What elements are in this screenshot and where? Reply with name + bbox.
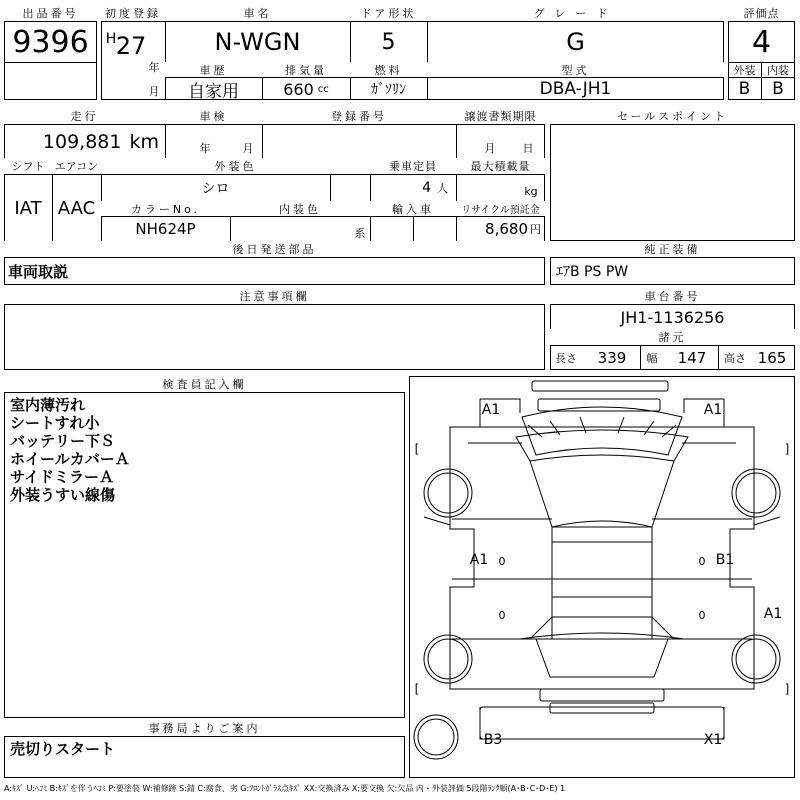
height-value: 165	[757, 349, 787, 367]
score-header: 評価点	[728, 4, 795, 21]
history-value: 自家用	[188, 81, 239, 100]
bracket-mark: [	[414, 442, 420, 456]
office-header: 事務局よりご案内	[4, 720, 405, 736]
inspection-month-unit: 月	[242, 142, 254, 155]
model-code-value: DBA-JH1	[539, 79, 612, 99]
damage-mark: A1	[703, 402, 723, 418]
chassis-header: 車台番号	[550, 288, 795, 304]
exterior-color-header: 外装色	[101, 158, 370, 174]
recycle-number: 8,680	[485, 220, 528, 238]
lot-header: 出品番号	[4, 4, 97, 22]
mileage-unit: km	[129, 130, 159, 153]
transfer-docs-month-unit: 月	[484, 142, 496, 155]
height-label: 高さ	[724, 352, 746, 365]
inspector-note: ホイールカバーＡ	[10, 450, 130, 468]
shift-header: シフト	[4, 158, 52, 174]
grade-value: G	[566, 28, 585, 56]
recycle-value	[456, 217, 545, 241]
damage-mark: B1	[715, 552, 735, 568]
max-load-header: 最大積載量	[456, 158, 545, 174]
model-code-header: 型式	[427, 62, 724, 77]
damage-mark: A1	[481, 402, 501, 418]
first-reg-year: 27	[116, 32, 146, 60]
zero-mark: 0	[698, 554, 706, 568]
capacity-header: 乗車定員	[370, 158, 456, 174]
displacement-number: 660	[283, 79, 314, 99]
exterior-score: B	[738, 79, 751, 99]
fuel-header: 燃料	[350, 62, 427, 77]
exterior-color-value: シロ	[201, 181, 230, 197]
interior-color-header: 内装色	[230, 201, 370, 216]
displacement-header: 排気量	[262, 62, 350, 77]
first-reg-header: 初度登録	[101, 4, 165, 21]
genuine-equipment-header: 純正装備	[550, 241, 795, 257]
displacement-value	[262, 78, 350, 100]
aircon-header: エアコン	[52, 158, 101, 174]
interior-score: B	[772, 79, 784, 99]
bracket-mark: [	[414, 682, 420, 696]
genuine-equipment-value: ｴｱB PS PW	[556, 264, 629, 280]
inspector-note: 外装うすい線傷	[10, 486, 116, 504]
chassis-value: JH1-1136256	[620, 307, 725, 327]
interior-score-header: 内装	[767, 63, 789, 77]
notes-header: 注意事項欄	[4, 288, 545, 304]
inspector-note: 室内薄汚れ	[10, 396, 86, 414]
reg-number-header: 登録番号	[262, 108, 456, 124]
fuel-value: ｶﾞｿﾘﾝ	[371, 82, 406, 98]
lot-number: 9396	[12, 24, 89, 60]
car-name-header: 車名	[165, 4, 350, 21]
capacity-unit: 人	[437, 182, 448, 195]
legend-text: A:ｷｽﾞ U:ﾍｺﾐ B:ｷｽﾞを伴うﾍｺﾐ P:要塗装 W:補修跡 S:錆 C:腐食、劣 G:ﾌﾛﾝﾄｶﾞﾗｽ点ｷｽﾞ XX:交換済み X:要交換 欠:欠品 内・外装評価 5段階ﾗﾝｸ順(A･B･C･D･E) 1	[4, 783, 566, 793]
sales-points-header: セールスポイント	[550, 108, 795, 124]
inspector-note: シートすれ小	[10, 414, 100, 432]
sales-points-box	[550, 108, 795, 241]
inspector-header: 検査員記入欄	[4, 376, 405, 392]
displacement-unit: cc	[317, 83, 329, 95]
zero-mark: 0	[698, 608, 706, 622]
damage-mark: A1	[763, 606, 783, 622]
interior-color-unit: 系	[354, 227, 366, 240]
car-name: N-WGN	[214, 28, 301, 56]
length-label: 長さ	[555, 352, 577, 365]
recycle-header: リサイクル預託金	[456, 201, 545, 216]
width-value: 147	[677, 349, 707, 367]
inspection-header: 車検	[165, 108, 262, 124]
width-label: 幅	[646, 352, 658, 365]
bracket-mark: ]	[784, 442, 790, 456]
capacity-value	[370, 175, 456, 201]
history-header: 車歴	[165, 62, 262, 77]
first-reg-era: H	[105, 31, 117, 47]
later-parts-header: 後日発送部品	[4, 241, 545, 257]
office-value: 売切りスタート	[10, 739, 116, 758]
inspector-note: サイドミラーＡ	[10, 468, 114, 486]
damage-mark: X1	[703, 732, 723, 748]
transfer-docs-day-unit: 日	[522, 142, 534, 155]
inspector-notes	[10, 396, 400, 504]
import-header: 輸入車	[370, 201, 456, 216]
capacity-number: 4	[422, 180, 431, 196]
damage-mark: A1	[469, 552, 489, 568]
doors-header: ドア形状	[350, 4, 427, 21]
car-diagram	[409, 376, 795, 778]
dimensions-header: 諸元	[550, 329, 795, 345]
damage-mark: B3	[483, 732, 503, 748]
max-load-unit: kg	[524, 184, 538, 198]
aircon-value: AAC	[57, 197, 96, 219]
zero-mark: 0	[498, 608, 506, 622]
later-parts-value: 車両取説	[8, 262, 69, 281]
mileage-number: 109,881	[42, 130, 122, 153]
score-value: 4	[751, 24, 772, 60]
transfer-docs-header: 譲渡書類期限	[456, 108, 545, 124]
inspection-year-unit: 年	[199, 142, 211, 155]
first-reg-year-unit: 年	[148, 61, 160, 74]
mileage-header: 走行	[4, 108, 165, 124]
shift-value: IAT	[14, 197, 42, 219]
inspector-note: バッテリー下Ｓ	[10, 432, 116, 450]
recycle-unit: 円	[530, 223, 541, 236]
mileage-value	[4, 125, 165, 158]
grade-header: グレード	[427, 4, 724, 21]
first-reg-month-unit: 月	[148, 85, 160, 98]
color-no-value: NH624P	[135, 220, 196, 238]
zero-mark: 0	[498, 554, 506, 568]
bracket-mark: ]	[784, 682, 790, 696]
color-no-header: カラーNo.	[101, 201, 230, 216]
doors-value: 5	[381, 29, 396, 55]
exterior-score-header: 外装	[733, 63, 756, 77]
length-value: 339	[597, 349, 627, 367]
